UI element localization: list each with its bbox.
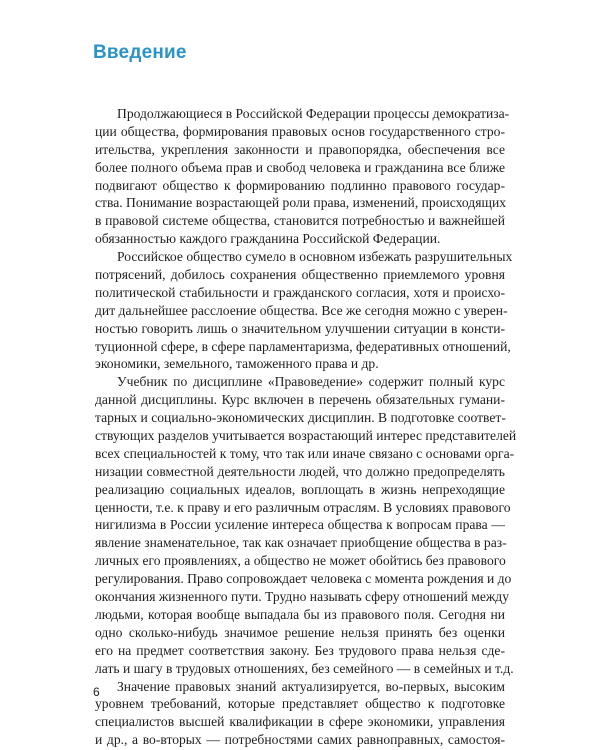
text-line: ствующих разделов учитывается возрастающий интерес представителей [95,428,517,444]
text-line: политической стабильности и гражданского согласия, хотя и происхо- [95,284,505,300]
text-line: в правовой системе общества, становится потребностью и важнейшей [95,213,505,229]
text-line: нигилизма в России усиление интереса общества к вопросам права — [95,517,505,533]
chapter-heading: Введение [93,42,187,63]
text-line: дит дальнейшее расслоение общества. Все же сегодня можно с уверен- [95,302,508,318]
text-line: Учебник по дисциплине «Правоведение» содержит полный курс [117,374,505,390]
text-line: ции общества, формирования правовых основ государственного стро- [95,123,505,139]
text-line: обязанностью каждого гражданина Российской Федерации. [95,231,441,247]
paragraph [95,373,517,677]
text-line: и др., а во-вторых — потребностями самих равноправных, самостоя- [95,732,505,748]
text-line: всех специальностей к тому, что так или иначе связано с основами орга- [95,445,515,461]
text-line: Значение правовых знаний актуализируется, во-первых, высоким [117,678,505,694]
text-line: тарных и социально-экономических дисциплин. В подготовке соответ- [95,410,506,426]
text-line: лать и шагу в трудовых отношениях, без семейного — в семейных и т.д. [95,660,514,676]
text-line: Российское общество сумело в основном избежать разрушительных [117,249,513,265]
text-line: подвигают общество к формированию подлинно правового государ- [95,177,505,193]
text-line: явление знаменательное, так как означает приобщение общества в раз- [95,535,507,551]
text-line: его на предмет соответствия закону. Без трудового права нельзя сде- [95,642,505,658]
page-number: 6 [93,685,100,699]
text-line: ства. Понимание возрастающей роли права, изменений, происходящих [95,195,507,211]
body-text [95,105,517,749]
paragraph [95,678,505,750]
text-line: личных его проявлениях, а общество не может обойтись без правового [95,553,506,569]
text-line: данной дисциплины. Курс включен в перечень обязательных гумани- [95,392,505,408]
paragraph [95,105,510,248]
text-line: регулирования. Право сопровождает человека с момента рождения и до [95,571,512,587]
paragraph [95,248,513,373]
text-line: потрясений, добилось сохранения общественно приемлемого уровня [95,267,505,283]
text-line: экономики, земельного, таможенного права и др. [95,356,379,372]
text-line: реализацию социальных идеалов, воплощать в жизнь непреходящие [95,481,505,497]
text-line: специалистов высшей квалификации в сфере экономики, управления [95,714,505,730]
text-line: туционной сфере, в сфере парламентаризма, федеративных отношений, [95,338,511,354]
text-line: уровнем требований, которые представляет общество к подготовке [95,696,505,712]
text-line: Продолжающиеся в Российской Федерации процессы демократиза- [117,106,510,121]
text-line: более полного объема прав и свобод человека и гражданина все ближе [95,159,505,175]
text-line: ностью говорить лишь о значительном улучшении ситуации в консти- [95,320,505,336]
text-line: одно сколько-нибудь значимое решение нельзя принять без оценки [95,624,505,640]
text-line: ценности, т.е. к праву и его различным отраслям. В условиях правового [95,499,511,515]
text-line: низации совместной деятельности людей, что должно предопределять [95,463,505,479]
text-line: людьми, которая вообще выпадала бы из правового поля. Сегодня ни [95,606,505,622]
text-line: ительства, укрепления законности и правопорядка, обеспечения все [95,141,505,157]
text-line: окончания жизненного пути. Трудно называть сферу отношений между [95,589,510,605]
